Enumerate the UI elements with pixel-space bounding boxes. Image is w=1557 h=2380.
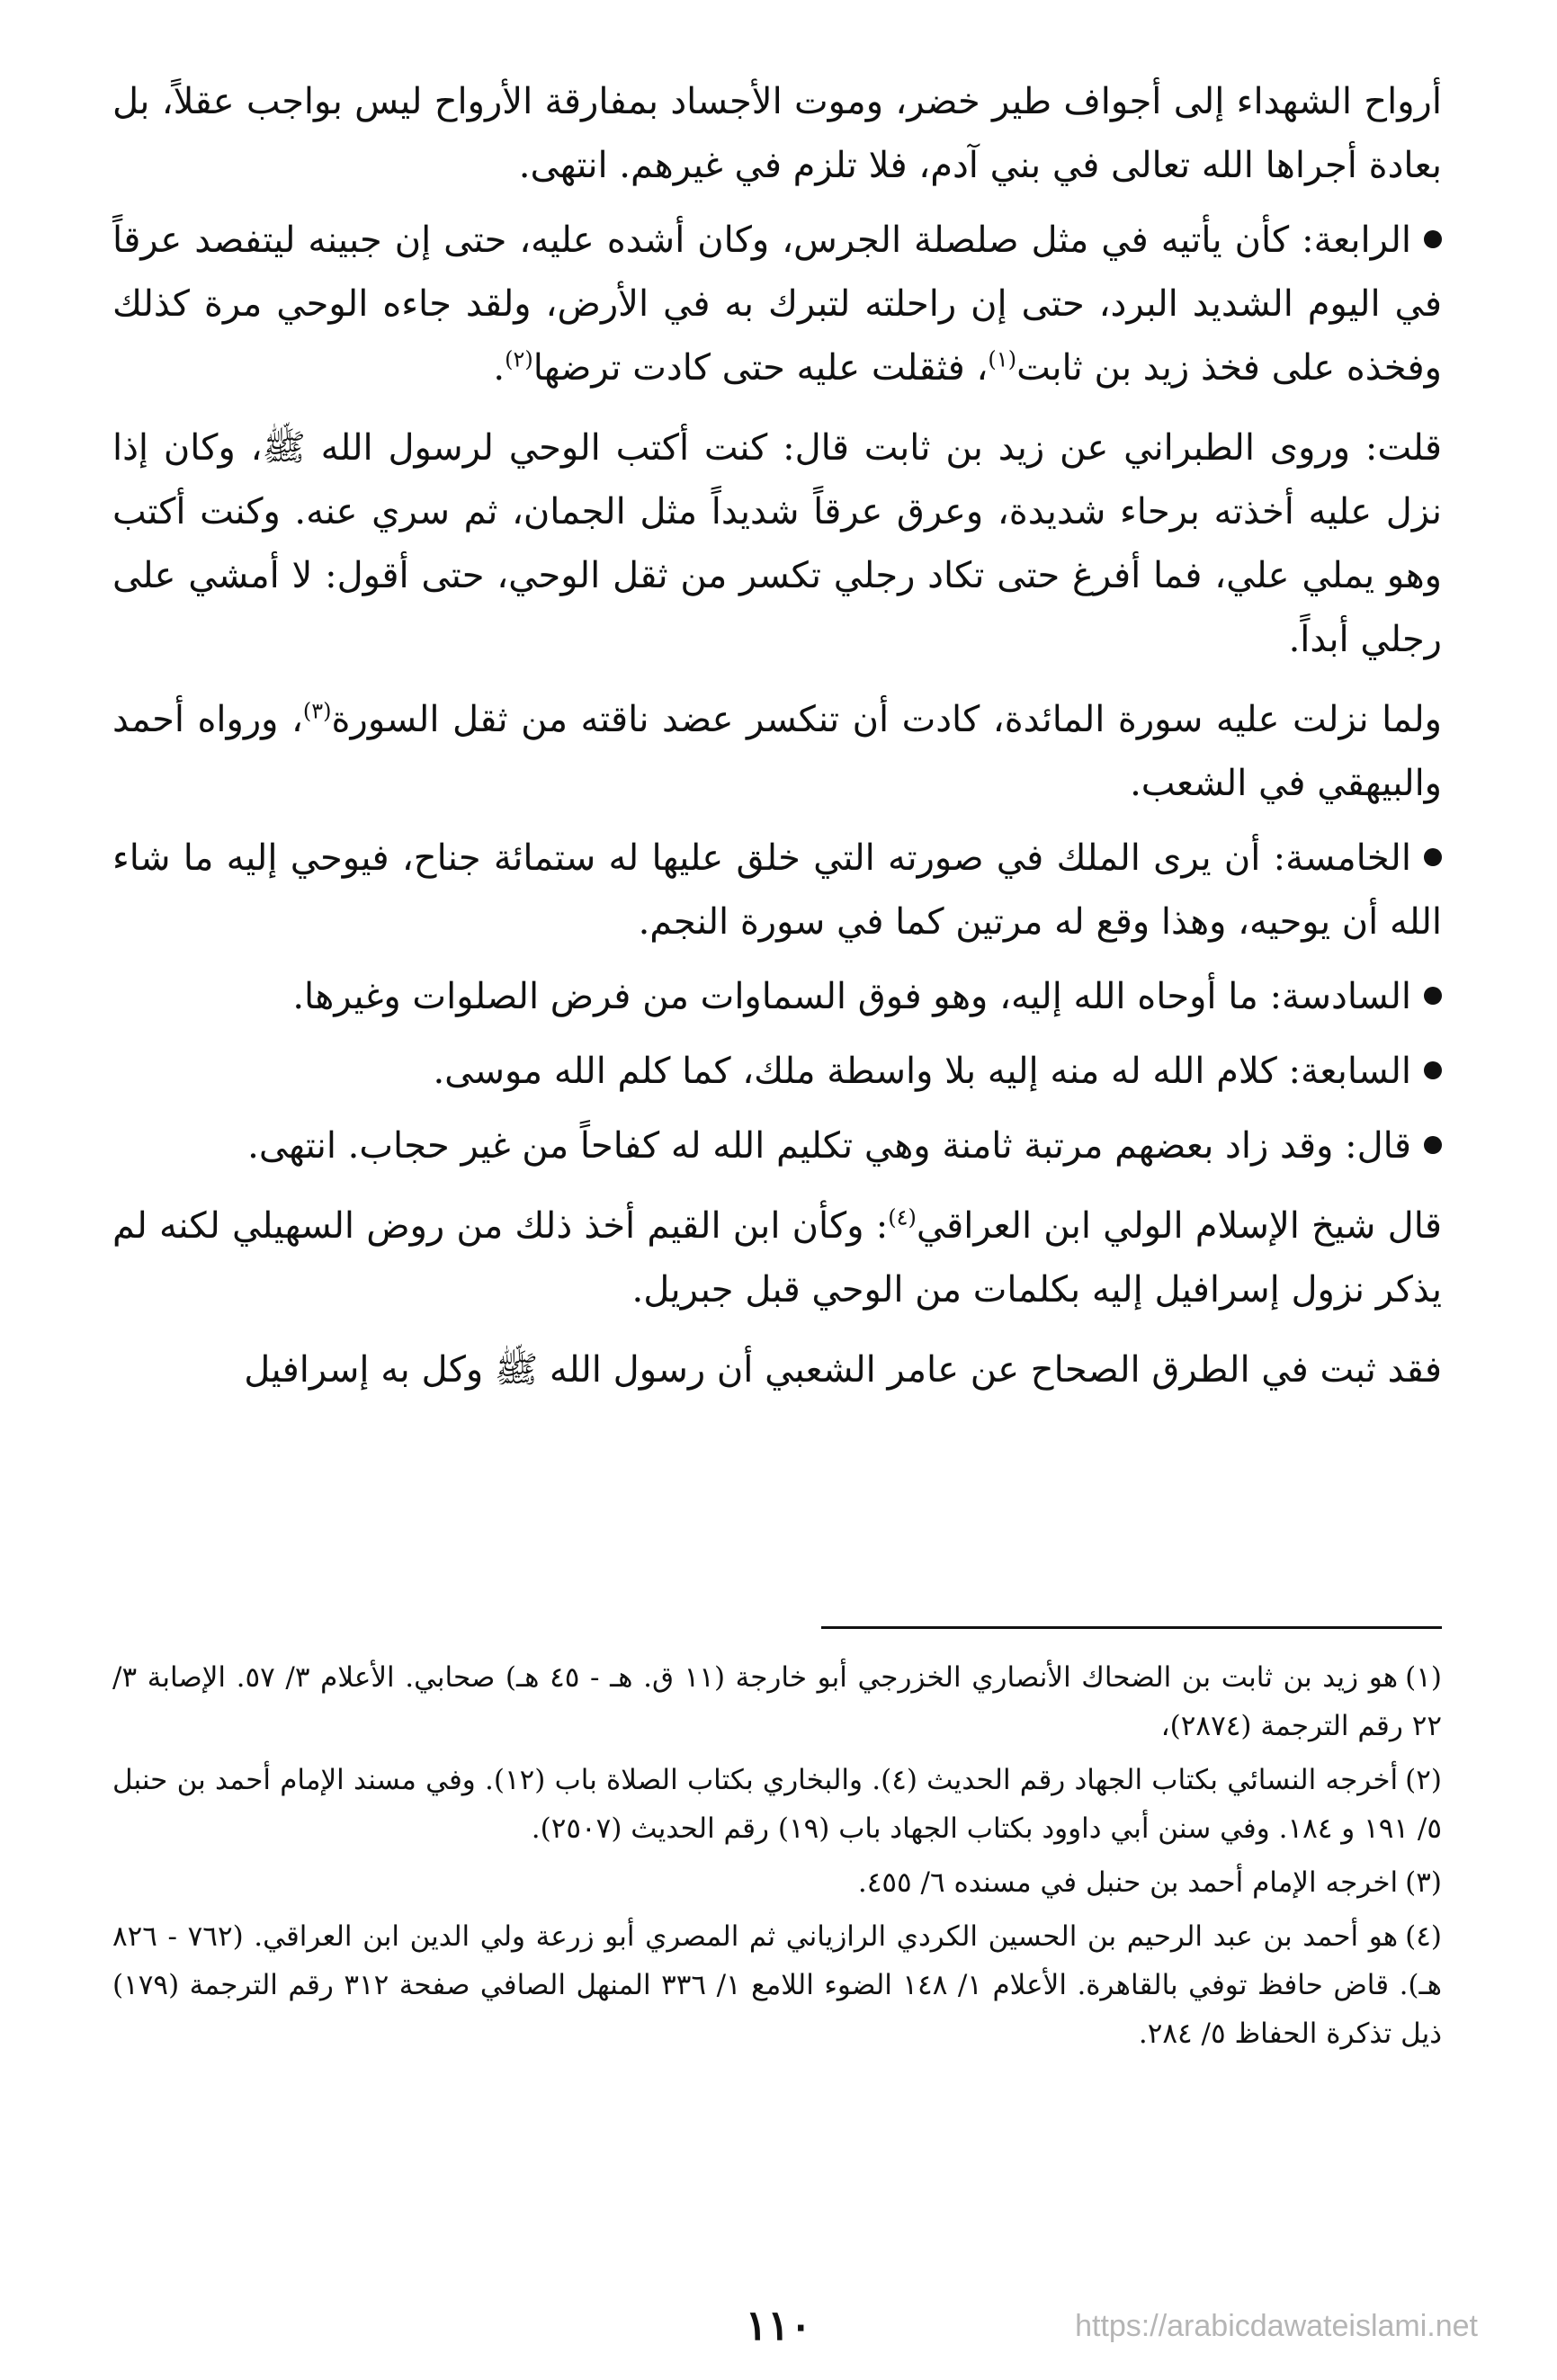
footnote-separator xyxy=(821,1626,1442,1629)
paragraph-shabi: فقد ثبت في الطرق الصحاح عن عامر الشعبي أن رسول الله ﷺ وكل به إسرافيل xyxy=(244,1349,1442,1391)
footnote-4 xyxy=(112,1912,1442,2058)
paragraph-text: السادسة: ما أوحاه الله إليه، وهو فوق السماوات من فرض الصلوات وغيرها. xyxy=(292,976,1411,1017)
paragraph-fifth-type xyxy=(112,827,1442,954)
paragraph-text: السابعة: كلام الله له منه إليه بلا واسطة ملك، كما كلم الله موسى. xyxy=(433,1051,1411,1092)
paragraph-text: . xyxy=(493,347,506,389)
paragraph-text: الخامسة: أن يرى الملك في صورته التي خلق عليها له ستمائة جناح، فيوحي إليه ما شاء الله أن يوحيه، وهذا وقع له مرتين كما في سورة النجم. xyxy=(112,837,1442,943)
paragraph-1: أرواح الشهداء إلى أجواف طير خضر، وموت الأجساد بمفارقة الأرواح ليس بواجب عقلاً، بل بعادة أجراها الله تعالى في بني آدم، فلا تلزم في غيرهم. انتهى. xyxy=(112,81,1442,186)
footnote-2 xyxy=(112,1756,1442,1853)
bullet-icon xyxy=(1424,987,1442,1005)
page-number: ١١٠ xyxy=(745,2301,812,2349)
footnote-1 xyxy=(112,1653,1442,1750)
paragraph-text: قال: وقد زاد بعضهم مرتبة ثامنة وهي تكليم الله له كفاحاً من غير حجاب. انتهى. xyxy=(247,1125,1411,1167)
footnote-3 xyxy=(112,1858,1442,1907)
footnote-ref-4[interactable]: (٤) xyxy=(888,1204,917,1230)
bullet-icon xyxy=(1424,848,1442,866)
paragraph-maidah xyxy=(112,688,1442,816)
footnote-number: (٣) xyxy=(1405,1866,1442,1899)
footnote-ref-2[interactable]: (٢) xyxy=(505,346,533,372)
paragraph-text: : وكأن ابن القيم أخذ ذلك من روض السهيلي لكنه لم يذكر نزول إسرافيل إليه بكلمات من الوحي قبل جبريل. xyxy=(112,1205,1442,1311)
footnote-number: (٤) xyxy=(1405,1920,1443,1953)
bullet-icon xyxy=(1424,1136,1442,1154)
paragraph-text: الرابعة: كأن يأتيه في مثل صلصلة الجرس، وكان أشده عليه، حتى إن جبينه ليتفصد عرقاً في اليوم الشديد البرد، حتى إن راحلته لتبرك به في الأرض، ولقد جاءه الوحي مرة كذلك وفخذه على فخذ زيد بن ثابت xyxy=(112,219,1442,389)
watermark: https://arabicdawateislami.net xyxy=(1075,2309,1478,2343)
bullet-icon xyxy=(1424,230,1442,248)
paragraph-seventh-type xyxy=(112,1040,1442,1104)
paragraph-text: ، فثقلت عليه حتى كادت ترضها xyxy=(532,347,989,389)
footnote-ref-1[interactable]: (١) xyxy=(988,346,1017,372)
footnote-text: هو أحمد بن عبد الرحيم بن الحسين الكردي الرازياني ثم المصري أبو زرعة ولي الدين ابن العراقي. (٧٦٢ - ٨٢٦ هـ). قاض حافظ توفي بالقاهرة. الأعلام ١/ ١٤٨ الضوء اللامع ١/ ٣٣٦ المنهل الصافي صفحة ٣١٢ رقم الترجمة (١٧٩) ذيل تذكرة الحفاظ ٥/ ٢٨٤. xyxy=(112,1920,1442,2050)
footnote-text: هو زيد بن ثابت بن الضحاك الأنصاري الخزرجي أبو خارجة (١١ ق. هـ - ٤٥ هـ) صحابي. الأعلام ٣/ ٥٧. الإصابة ٣/ ٢٢ رقم الترجمة (٢٨٧٤)، xyxy=(112,1661,1442,1742)
footnotes-section xyxy=(112,1653,1442,2063)
paragraph-ibn-iraqi xyxy=(112,1194,1442,1322)
footnote-ref-3[interactable]: (٣) xyxy=(302,698,332,724)
paragraph-tabarani: قلت: وروى الطبراني عن زيد بن ثابت قال: كنت أكتب الوحي لرسول الله ﷺ، وكان إذا نزل عليه أخذته برحاء شديدة، وعرق عرقاً شديداً مثل الجمان، ثم سري عنه. وكنت أكتب وهو يملي علي، فما أفرغ حتى تكاد رجلي تكسر من ثقل الوحي، حتى أقول: لا أمشي على رجلي أبداً. xyxy=(112,427,1442,660)
footnote-number: (١) xyxy=(1405,1661,1442,1694)
paragraph-sixth-type xyxy=(112,965,1442,1029)
bullet-icon xyxy=(1424,1061,1442,1079)
paragraph-text: ، ورواه أحمد والبيهقي في الشعب. xyxy=(112,699,1442,804)
footnote-text: أخرجه النسائي بكتاب الجهاد رقم الحديث (٤). والبخاري بكتاب الصلاة باب (١٢). وفي مسند الإمام أحمد بن حنبل ٥/ ١٩١ و ١٨٤. وفي سنن أبي داوود بكتاب الجهاد باب (١٩) رقم الحديث (٢٥٠٧). xyxy=(112,1764,1442,1845)
paragraph-text: قال شيخ الإسلام الولي ابن العراقي xyxy=(916,1205,1442,1247)
footnote-text: اخرجه الإمام أحمد بن حنبل في مسنده ٦/ ٤٥٥. xyxy=(857,1866,1399,1899)
paragraph-text: ولما نزلت عليه سورة المائدة، كادت أن تنكسر عضد ناقته من ثقل السورة xyxy=(331,699,1442,740)
paragraph-eighth-type xyxy=(112,1114,1442,1178)
paragraph-fourth-type xyxy=(112,209,1442,400)
book-page-body xyxy=(112,70,1442,1413)
footnote-number: (٢) xyxy=(1405,1764,1443,1796)
